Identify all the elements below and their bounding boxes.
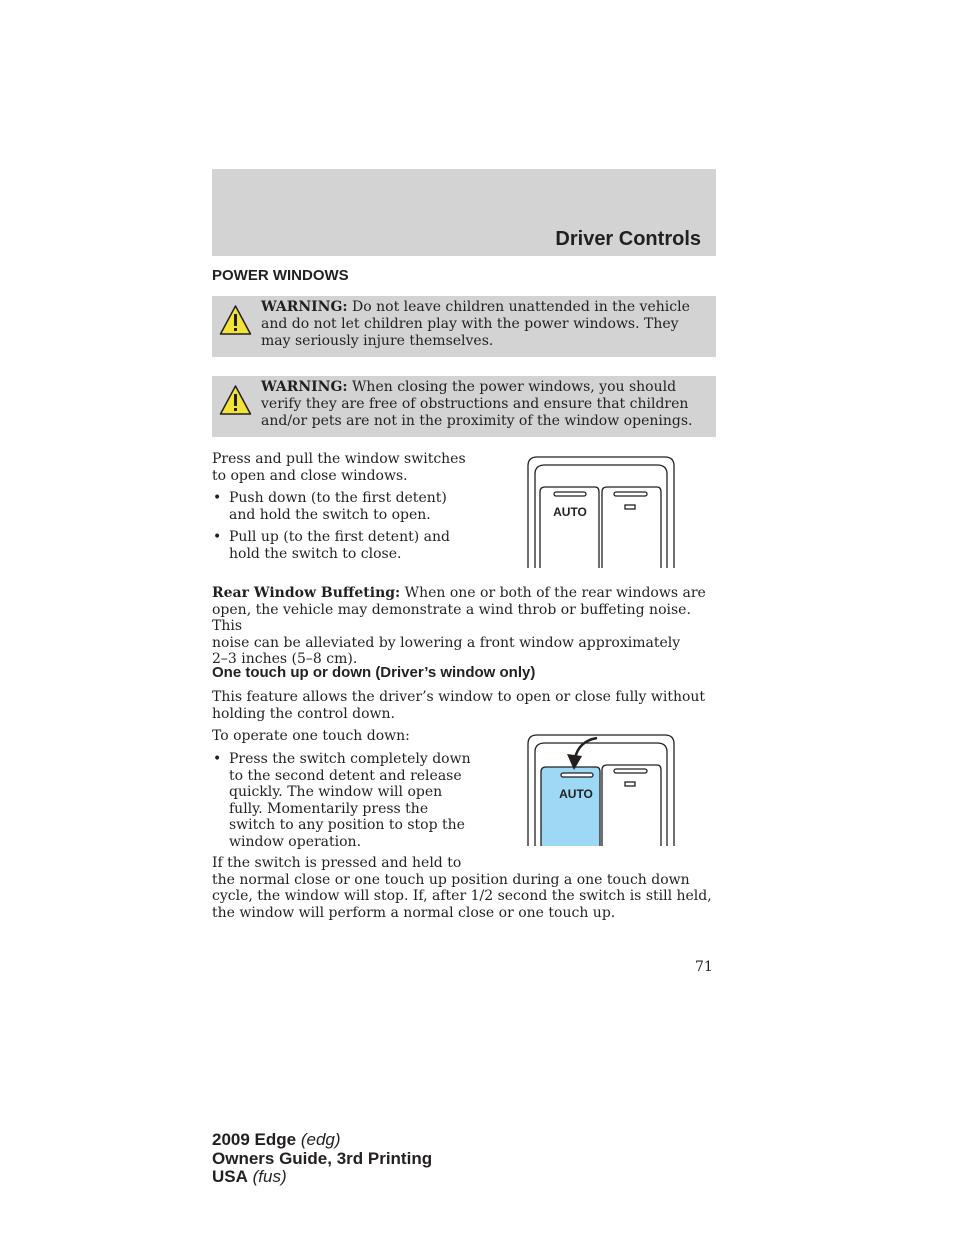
footer-line: Owners Guide, 3rd Printing: [212, 1148, 433, 1168]
text-span: When one or both of the rear windows are: [400, 585, 706, 601]
chapter-title: Driver Controls: [555, 228, 701, 250]
window-switch-figure: [527, 456, 675, 568]
text-line: 2–3 inches (5–8 cm).: [212, 651, 358, 667]
text-line: Press and pull the window switches: [212, 451, 466, 467]
text-line: noise can be alleviated by lowering a front window approximately: [212, 634, 681, 651]
text-line: If the switch is pressed and held to: [212, 855, 462, 871]
text-line: the window will perform a normal close or one touch up.: [212, 904, 616, 921]
one-touch-switch-figure: [527, 734, 675, 846]
text-line: the normal close or one touch up position during a one touch down: [212, 871, 690, 888]
subsection-title: One touch up or down (Driver’s window only): [212, 664, 536, 681]
footer-line: [212, 1131, 432, 1150]
text-line: cycle, the window will stop. If, after 1/2 second the switch is still held,: [212, 888, 712, 904]
held-paragraph: [212, 855, 716, 921]
bullet-close: [212, 529, 450, 562]
bullet-dot: •: [213, 529, 222, 545]
text-line: holding the control down.: [212, 705, 395, 722]
footer-code: (fus): [247, 1167, 287, 1186]
section-title: POWER WINDOWS: [212, 267, 349, 284]
footer-code: (edg): [296, 1130, 341, 1149]
page-number: 71: [695, 959, 713, 975]
buffeting-paragraph: [212, 585, 716, 668]
bullet-dot: •: [213, 751, 222, 767]
auto-label: AUTO: [559, 787, 593, 801]
feature-paragraph: [212, 689, 705, 722]
warning-text: When closing the power windows, you should verify they are free of obstructions and ensure that children and/or pets are not in the proximity of the window openings.: [261, 379, 693, 429]
warning-text: Do not leave children unattended in the vehicle and do not let children play with the power windows. They may seriously injure themselves.: [261, 299, 690, 349]
text-line: fully. Momentarily press the: [229, 800, 429, 817]
text-line: to open and close windows.: [212, 467, 408, 484]
text-line: hold the switch to close.: [229, 545, 402, 562]
warning-label: WARNING:: [261, 299, 348, 315]
text-line: Push down (to the first detent): [229, 490, 447, 506]
intro-paragraph: [212, 451, 466, 484]
operate-line: To operate one touch down:: [212, 728, 410, 744]
warning-box-children: [212, 296, 716, 357]
footer-model: 2009 Edge: [212, 1130, 297, 1149]
bullet-open: [212, 490, 447, 523]
text-line: switch to any position to stop the: [229, 817, 465, 833]
text-line: window operation.: [229, 833, 362, 850]
footer: [212, 1131, 432, 1187]
text-line: [212, 585, 716, 602]
text-line: and hold the switch to open.: [229, 506, 431, 523]
header-band: [212, 169, 716, 256]
footer-line: [212, 1168, 432, 1187]
buffeting-label: Rear Window Buffeting:: [212, 585, 401, 601]
text-line: This feature allows the driver’s window to open or close fully without: [212, 689, 706, 705]
warning-triangle-icon: [219, 304, 252, 336]
warning-triangle-icon: [219, 384, 252, 416]
warning-label: WARNING:: [261, 379, 348, 395]
text-line: Pull up (to the first detent) and: [229, 529, 450, 545]
text-line: open, the vehicle may demonstrate a wind throb or buffeting noise. This: [212, 601, 691, 634]
text-line: to the second detent and release: [229, 767, 462, 784]
bullet-one-touch: [212, 751, 471, 850]
footer-market: USA: [212, 1167, 248, 1186]
text-line: quickly. The window will open: [229, 784, 443, 800]
bullet-dot: •: [213, 490, 222, 506]
auto-label: AUTO: [553, 505, 587, 519]
text-line: Press the switch completely down: [229, 751, 471, 767]
warning-box-obstructions: [212, 376, 716, 437]
